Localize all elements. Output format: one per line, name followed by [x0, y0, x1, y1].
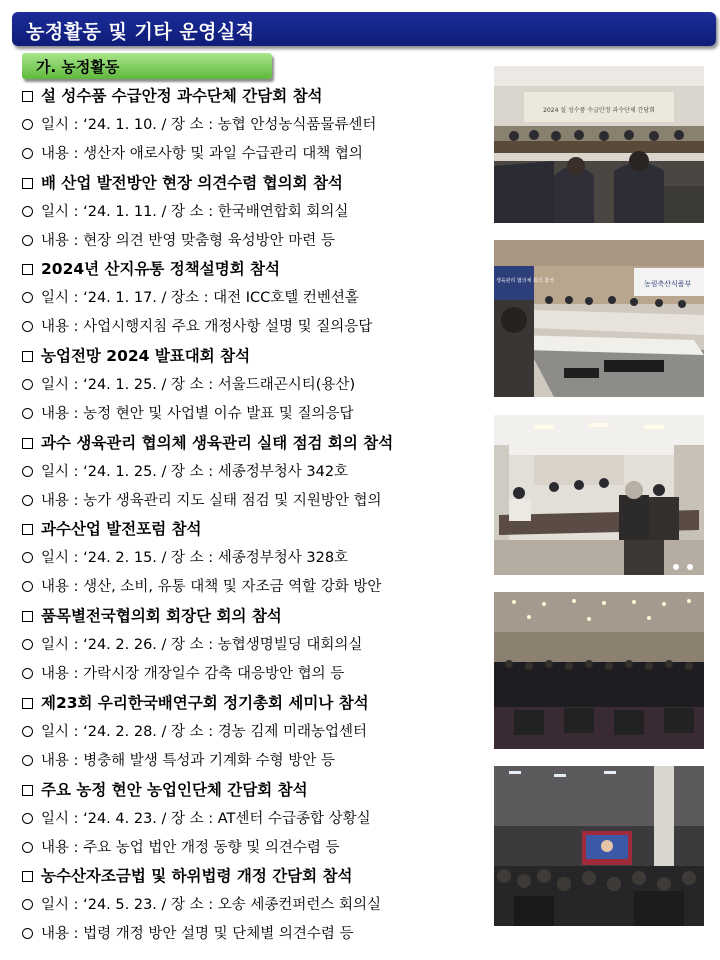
item-date: 일시 : ‘24. 1. 25. / 장 소 : 세종정부청사 342호 — [41, 463, 349, 480]
item-date: 일시 : ‘24. 1. 11. / 장 소 : 한국배연합회 회의실 — [41, 203, 349, 220]
item-title: 과수 생육관리 협의체 생육관리 실태 점검 회의 참석 — [41, 433, 394, 452]
square-bullet-icon — [22, 871, 33, 882]
square-bullet-icon — [22, 264, 33, 275]
list-item — [22, 602, 488, 689]
circle-bullet-icon — [22, 726, 33, 737]
square-bullet-icon — [22, 611, 33, 622]
list-item — [22, 429, 488, 516]
photo-meeting-4 — [494, 592, 704, 749]
item-title: 농수산자조금법 및 하위법령 개정 간담회 참석 — [41, 867, 353, 886]
item-date: 일시 : ‘24. 1. 25. / 장 소 : 서울드래곤시티(용산) — [41, 377, 356, 394]
circle-bullet-icon — [22, 552, 33, 563]
item-content: 내용 : 주요 농업 법안 개정 동향 및 의견수렴 등 — [41, 839, 340, 856]
item-date: 일시 : ‘24. 2. 15. / 장 소 : 세종정부청사 328호 — [41, 550, 349, 567]
circle-bullet-icon — [22, 408, 33, 419]
photo-banner-text: 2024 설 성수품 수급안정 과수단체 간담회 — [543, 107, 655, 114]
item-title: 과수산업 발전포럼 참석 — [41, 520, 202, 539]
item-content: 내용 : 농정 현안 및 사업별 이슈 발표 및 질의응답 — [41, 406, 354, 423]
item-title: 2024년 산지유통 정책설명회 참석 — [41, 260, 281, 279]
item-content: 내용 : 현장 의견 반영 맞춤형 육성방안 마련 등 — [41, 232, 335, 249]
page-title: 농정활동 및 기타 운영실적 — [26, 21, 255, 43]
item-content: 내용 : 농가 생육관리 지도 실태 점검 및 지원방안 협의 — [41, 492, 382, 509]
square-bullet-icon — [22, 178, 33, 189]
page-title-bar — [12, 12, 716, 46]
item-date: 일시 : ‘24. 4. 23. / 장 소 : AT센터 수급종합 상황실 — [41, 810, 371, 827]
circle-bullet-icon — [22, 235, 33, 246]
item-title: 제23회 우리한국배연구회 정기총회 세미나 참석 — [41, 693, 369, 712]
item-content: 내용 : 사업시행지침 주요 개정사항 설명 및 질의응답 — [41, 319, 373, 336]
circle-bullet-icon — [22, 292, 33, 303]
list-item — [22, 342, 488, 429]
circle-bullet-icon — [22, 379, 33, 390]
circle-bullet-icon — [22, 148, 33, 159]
square-bullet-icon — [22, 698, 33, 709]
photo-meeting-1 — [494, 66, 704, 223]
circle-bullet-icon — [22, 813, 33, 824]
circle-bullet-icon — [22, 581, 33, 592]
item-content: 내용 : 병충해 발생 특성과 기계화 수형 방안 등 — [41, 752, 335, 769]
circle-bullet-icon — [22, 119, 33, 130]
circle-bullet-icon — [22, 495, 33, 506]
item-date: 일시 : ‘24. 2. 26. / 장 소 : 농협생명빌딩 대회의실 — [41, 637, 363, 654]
photo-meeting-3 — [494, 415, 704, 575]
list-item — [22, 689, 488, 776]
square-bullet-icon — [22, 785, 33, 796]
item-date: 일시 : ‘24. 1. 10. / 장 소 : 농협 안성농식품물류센터 — [41, 117, 377, 133]
item-title: 설 성수품 수급안정 과수단체 간담회 참석 — [41, 87, 323, 105]
activity-list — [22, 82, 488, 949]
circle-bullet-icon — [22, 206, 33, 217]
list-item — [22, 515, 488, 602]
item-date: 일시 : ‘24. 2. 28. / 장 소 : 경농 김제 미래농업센터 — [41, 723, 368, 740]
item-title: 품목별전국협의회 회장단 회의 참석 — [41, 607, 282, 626]
circle-bullet-icon — [22, 755, 33, 766]
item-date: 일시 : ‘24. 5. 23. / 장 소 : 오송 세종컨퍼런스 회의실 — [41, 897, 382, 914]
circle-bullet-icon — [22, 466, 33, 477]
circle-bullet-icon — [22, 639, 33, 650]
circle-bullet-icon — [22, 321, 33, 332]
photo-banner-ministry: 농림축산식품부 — [644, 280, 692, 288]
list-item — [22, 862, 488, 949]
circle-bullet-icon — [22, 842, 33, 853]
item-title: 주요 농정 현안 농업인단체 간담회 참석 — [41, 780, 308, 799]
list-item — [22, 776, 488, 863]
item-content: 내용 : 생산자 애로사항 및 과일 수급관리 대책 협의 — [41, 146, 363, 162]
square-bullet-icon — [22, 438, 33, 449]
photo-meeting-2 — [494, 240, 704, 397]
item-content: 내용 : 생산, 소비, 유통 대책 및 자조금 역할 강화 방안 — [41, 579, 382, 596]
square-bullet-icon — [22, 91, 33, 102]
item-title: 농업전망 2024 발표대회 참석 — [41, 347, 251, 366]
section-label: 가. 농정활동 — [36, 58, 120, 76]
photo-meeting-5 — [494, 766, 704, 926]
circle-bullet-icon — [22, 899, 33, 910]
square-bullet-icon — [22, 351, 33, 362]
section-header — [22, 53, 272, 79]
square-bullet-icon — [22, 524, 33, 535]
circle-bullet-icon — [22, 668, 33, 679]
list-item — [22, 255, 488, 342]
item-content: 내용 : 가락시장 개장일수 감축 대응방안 협의 등 — [41, 666, 345, 683]
list-item — [22, 169, 488, 256]
item-date: 일시 : ‘24. 1. 17. / 장소 : 대전 ICC호텔 컨벤션홀 — [41, 290, 359, 307]
photo-banner-left: 생육관리 협의체 회의 참석 — [496, 278, 554, 284]
circle-bullet-icon — [22, 928, 33, 939]
item-title: 배 산업 발전방안 현장 의견수렴 협의회 참석 — [41, 173, 343, 192]
list-item — [22, 82, 488, 169]
item-content: 내용 : 법령 개정 방안 설명 및 단체별 의견수렴 등 — [41, 926, 354, 943]
